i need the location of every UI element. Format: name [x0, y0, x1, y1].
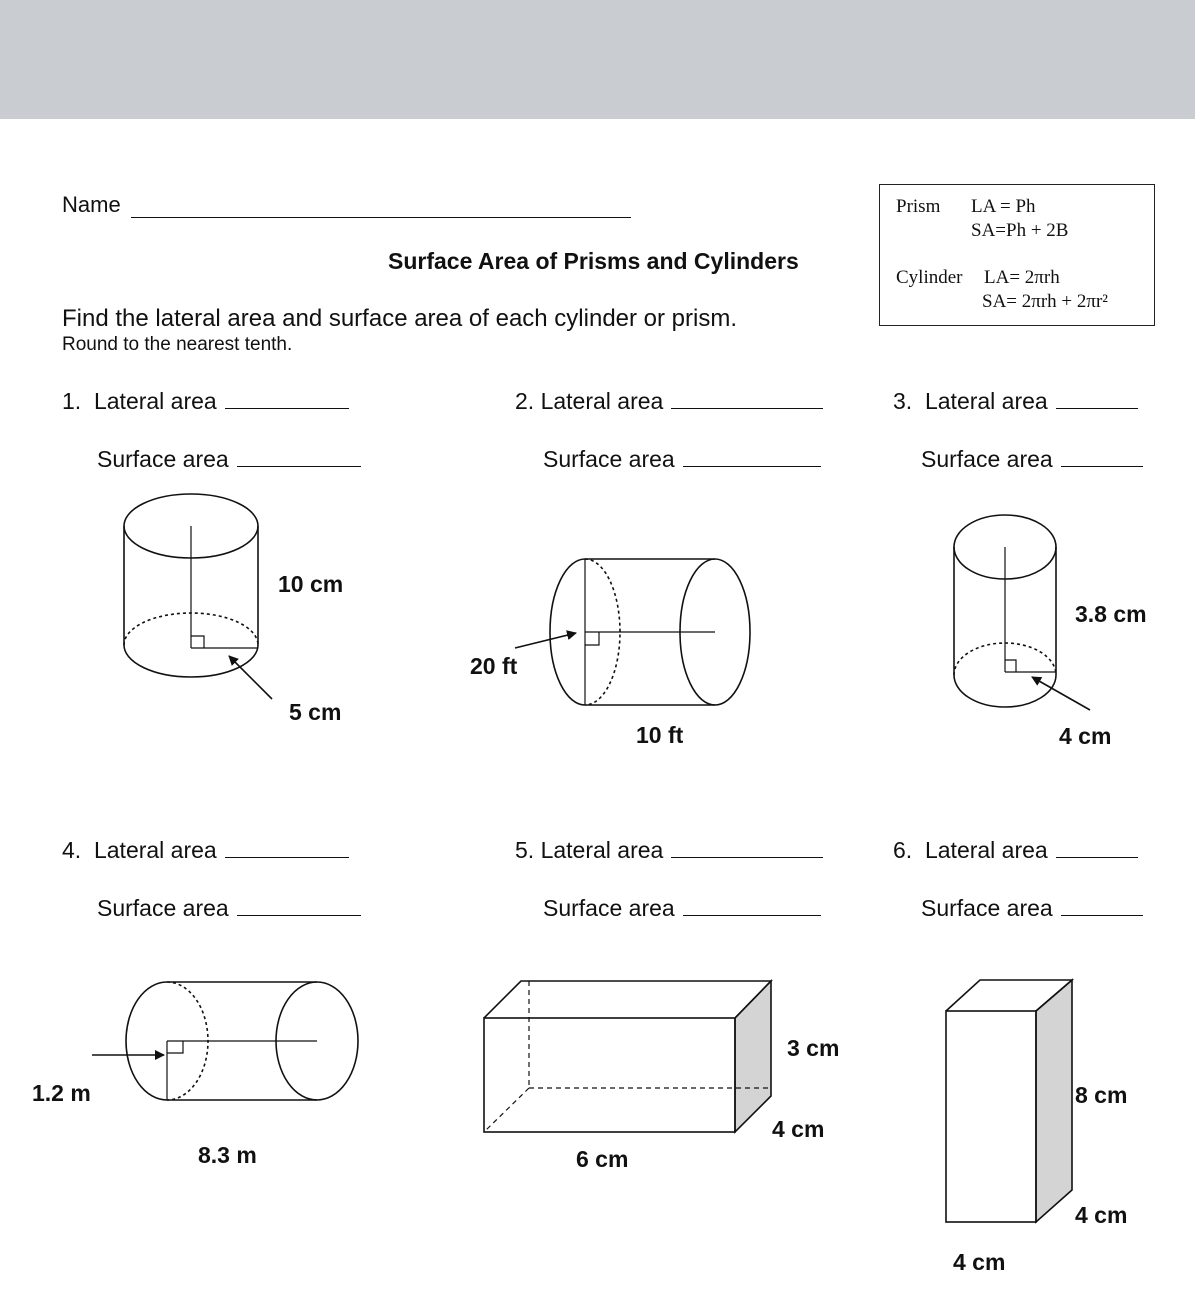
figure-5-prism: [484, 981, 771, 1132]
problem-number: 6.: [893, 837, 913, 863]
surface-label: Surface area: [543, 446, 675, 472]
lateral-label: Lateral area: [540, 388, 664, 414]
figure-6-prism: [946, 980, 1072, 1222]
cylinder-label: Cylinder: [896, 267, 963, 288]
prism-la-formula: LA = Ph: [971, 196, 1036, 217]
figure-4-length-label: 8.3 m: [198, 1142, 257, 1168]
lateral-label: Lateral area: [924, 388, 1048, 414]
surface-label: Surface area: [543, 895, 675, 921]
figure-2-length-label: 10 ft: [636, 722, 684, 748]
figure-5-height-label: 3 cm: [787, 1035, 840, 1061]
lateral-label: Lateral area: [924, 837, 1048, 863]
surface-label: Surface area: [921, 895, 1053, 921]
prism-sa-formula: SA=Ph + 2B: [971, 220, 1069, 241]
figure-4-cylinder: [92, 982, 358, 1100]
problem-number: 2.: [515, 388, 535, 414]
figure-5-depth-label: 4 cm: [772, 1116, 825, 1142]
surface-label: Surface area: [97, 446, 229, 472]
prism-label: Prism: [896, 196, 941, 217]
lateral-label: Lateral area: [93, 837, 217, 863]
cylinder-la-formula: LA= 2πrh: [984, 267, 1060, 288]
problem-number: 3.: [893, 388, 913, 414]
figure-2-diameter-label: 20 ft: [470, 653, 518, 679]
figure-3-cylinder: [954, 515, 1090, 710]
name-label: Name: [62, 192, 121, 217]
figure-4-radius-label: 1.2 m: [32, 1080, 91, 1106]
figure-5-length-label: 6 cm: [576, 1146, 629, 1172]
figure-1-radius-label: 5 cm: [289, 699, 342, 725]
figure-3-radius-label: 4 cm: [1059, 723, 1112, 749]
problem-number: 5.: [515, 837, 535, 863]
lateral-label: Lateral area: [93, 388, 217, 414]
figure-3-height-label: 3.8 cm: [1075, 601, 1147, 627]
problem-number: 1.: [62, 388, 82, 414]
figure-6-depth-label: 4 cm: [1075, 1202, 1128, 1228]
figure-2-cylinder: [515, 559, 750, 705]
figure-6-width-label: 4 cm: [953, 1249, 1006, 1275]
problem-number: 4.: [62, 837, 82, 863]
surface-label: Surface area: [97, 895, 229, 921]
rounding-note: Round to the nearest tenth.: [62, 334, 293, 355]
figure-1-height-label: 10 cm: [278, 571, 344, 597]
page-title: Surface Area of Prisms and Cylinders: [388, 248, 799, 274]
lateral-label: Lateral area: [540, 837, 664, 863]
surface-label: Surface area: [921, 446, 1053, 472]
figure-6-height-label: 8 cm: [1075, 1082, 1128, 1108]
cylinder-sa-formula: SA= 2πrh + 2πr²: [982, 291, 1109, 312]
instruction-text: Find the lateral area and surface area of each cylinder or prism.: [62, 305, 738, 332]
figure-1-cylinder: [124, 494, 272, 699]
